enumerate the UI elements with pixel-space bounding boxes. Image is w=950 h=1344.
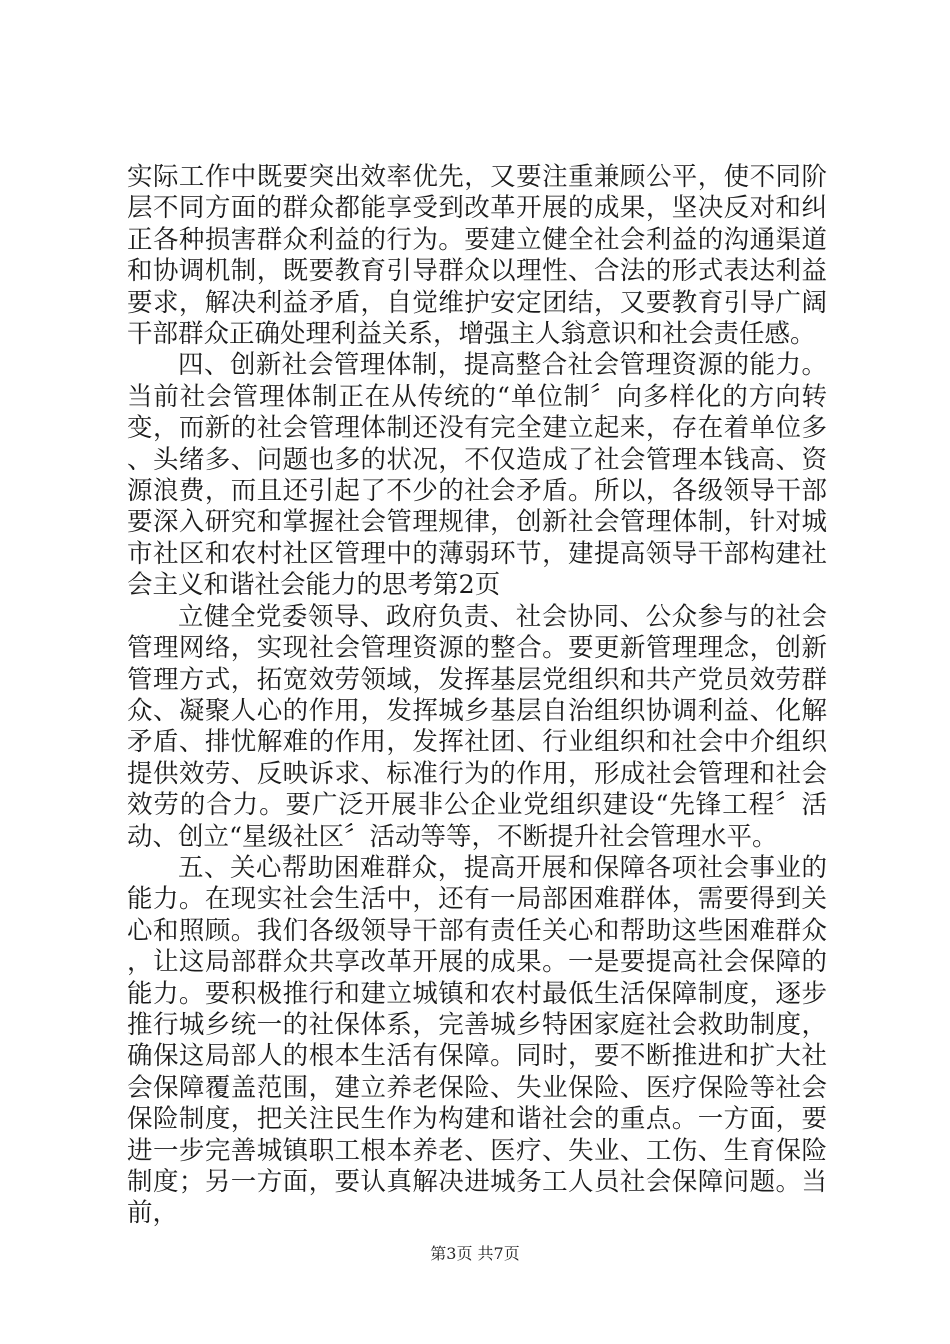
document-body [127, 162, 827, 1230]
paragraph-2: 四、创新社会管理体制，提高整合社会管理资源的能力。当前社会管理体制正在从传统的“单位制〞向多样化的方向转变，而新的社会管理体制还没有完全建立起来，存在着单位多、头绪多、问题也多的状况，不仅造成了社会管理本钱高、资源浪费，而且还引起了不少的社会矛盾。所以，各级领导干部要深入研究和掌握社会管理规律，创新社会管理体制，针对城市社区和农村社区管理中的薄弱环节，建提高领导干部构建社会主义和谐社会能力的思考第2页 [127, 350, 827, 601]
paragraph-1: 实际工作中既要突出效率优先，又要注重兼顾公平，使不同阶层不同方面的群众都能享受到改革开展的成果，坚决反对和纠正各种损害群众利益的行为。要建立健全社会利益的沟通渠道和协调机制，既要教育引导群众以理性、合法的形式表达利益要求，解决利益矛盾，自觉维护安定团结，又要教育引导广阔干部群众正确处理利益关系，增强主人翁意识和社会责任感。 [127, 162, 827, 350]
page-footer: 第3页 共7页 [430, 1244, 520, 1263]
paragraph-4: 五、关心帮助困难群众，提高开展和保障各项社会事业的能力。在现实社会生活中，还有一局部困难群体，需要得到关心和照顾。我们各级领导干部有责任关心和帮助这些困难群众，让这局部群众共享改革开展的成果。一是要提高社会保障的能力。要积极推行和建立城镇和农村最低生活保障制度，逐步推行城乡统一的社保体系，完善城乡特困家庭社会救助制度，确保这局部人的根本生活有保障。同时，要不断推进和扩大社会保障覆盖范围，建立养老保险、失业保险、医疗保险等社会保险制度，把关注民生作为构建和谐社会的重点。一方面，要进一步完善城镇职工根本养老、医疗、失业、工伤、生育保险制度；另一方面，要认真解决进城务工人员社会保障问题。当前， [127, 852, 827, 1229]
paragraph-3: 立健全党委领导、政府负责、社会协同、公众参与的社会管理网络，实现社会管理资源的整合。要更新管理理念，创新管理方式，拓宽效劳领域，发挥基层党组织和共产党员效劳群众、凝聚人心的作用，发挥城乡基层自治组织协调利益、化解矛盾、排忧解难的作用，发挥社团、行业组织和社会中介组织提供效劳、反映诉求、标准行为的作用，形成社会管理和社会效劳的合力。要广泛开展非公企业党组织建设“先锋工程〞活动、创立“星级社区〞活动等等，不断提升社会管理水平。 [127, 601, 827, 852]
